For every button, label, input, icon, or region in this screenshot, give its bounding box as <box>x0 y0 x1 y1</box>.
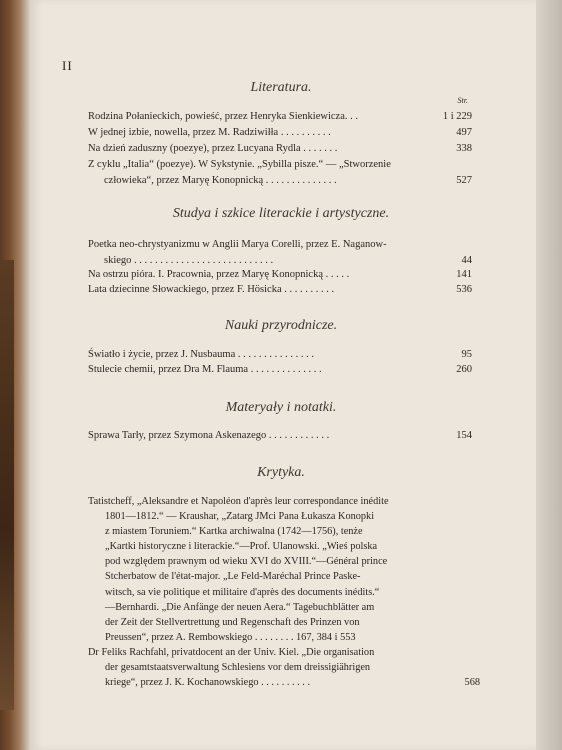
entry-page: 536 <box>456 284 472 295</box>
krytyka-line: Stcherbatow de l'état-major. „Le Feld-Maréchal Prince Paske- <box>105 571 361 583</box>
krytyka-line: der Zeit der Stellvertrettung und Regenschaft des Prinzen von <box>105 616 360 628</box>
krytyka-line: —Bernhardi. „Die Anfänge der neuen Aera.“ Tagebuchblätter am <box>105 601 375 613</box>
toc-entry <box>88 158 468 172</box>
krytyka-line: Dr Feliks Rachfahl, privatdocent an der Univ. Kiel. „Die organisation <box>88 646 375 658</box>
toc-entry <box>88 363 472 377</box>
krytyka-line: Preussen“, przez A. Rembowskiego . . . . . . . . 167, 384 i 553 <box>105 631 356 643</box>
entry-page: 338 <box>456 143 472 154</box>
section-heading-nauki: Nauki przyrodnicze. <box>224 318 338 333</box>
entry-page: 568 <box>464 677 480 689</box>
entry-page: 260 <box>456 364 472 375</box>
page-number: II <box>62 58 73 73</box>
entry-page: 141 <box>456 269 472 280</box>
entry-text: Na dzień zaduszny (poezye), przez Lucyana Rydla . . . . . . . <box>88 143 338 154</box>
entry-text: kriege“, przez J. K. Kochanowskiego . . . . . . . . . . <box>105 677 311 689</box>
krytyka-line: z miastem Toruniem.“ Kartka archiwalna (1742—1756), tenże <box>105 526 363 538</box>
entry-text: Sprawa Tarły, przez Szymona Askenazego . . . . . . . . . . . . <box>88 430 330 441</box>
entry-text: Światło i życie, przez J. Nusbauma . . . . . . . . . . . . . . . <box>88 349 314 360</box>
entry-text: Rodzina Połanieckich, powieść, przez Henryka Sienkiewicza. . . <box>88 111 358 122</box>
toc-entry <box>88 126 472 140</box>
entry-page: 44 <box>461 255 472 266</box>
krytyka-line: der gesamtstaatsverwaltung Schlesiens vor dem dreissigiährigen <box>105 662 371 674</box>
entry-text: Lata dziecinne Słowackiego, przez F. Hösicka . . . . . . . . . . <box>88 284 335 295</box>
toc-entry <box>88 174 472 188</box>
toc-entry <box>88 283 472 297</box>
krytyka-line: „Kartki historyczne i literackie.“—Prof. Ulanowski. „Wieś polska <box>105 541 378 553</box>
str-label: Str. <box>457 96 468 105</box>
entry-text: Stulecie chemii, przez Dra M. Flauma . . . . . . . . . . . . . . <box>88 364 322 375</box>
toc-entry <box>88 110 472 124</box>
entry-text: człowieka“, przez Maryę Konopnicką . . . . . . . . . . . . . . <box>104 175 337 186</box>
entry-page: 154 <box>456 430 472 441</box>
section-heading-studya: Studya i szkice literackie i artystyczne. <box>172 206 390 221</box>
section-heading-krytyka: Krytyka. <box>257 465 305 480</box>
toc-entry <box>88 268 472 282</box>
krytyka-line <box>88 675 478 690</box>
entry-page: 497 <box>456 127 472 138</box>
entry-page: 1 i 229 <box>442 111 472 122</box>
entry-text: Z cyklu „Italia“ (poezye). W Sykstynie. „Sybilla pisze.“ — „Stworzenie <box>88 159 391 170</box>
entry-page: 95 <box>461 349 472 360</box>
krytyka-line: witsch, sa vie politique et militaire d'après des documents inédits.“ <box>105 586 380 598</box>
section-heading-materyaly: Materyały i notatki. <box>225 400 337 415</box>
toc-entry <box>88 429 472 443</box>
krytyka-line: 1801—1812.“ — Kraushar, „Zatarg JMci Pana Łukasza Konopki <box>105 511 375 523</box>
toc-entry <box>88 238 468 252</box>
entry-text: skiego . . . . . . . . . . . . . . . . . . . . . . . . . . . <box>104 255 274 266</box>
entry-text: Poetka neo-chrystyanizmu w Anglii Marya Corelli, przez E. Naganow- <box>88 239 387 250</box>
section-heading-literatura: Literatura. <box>250 80 312 95</box>
krytyka-line: Tatistcheff, „Aleksandre et Napoléon d'après leur correspondance inédite <box>88 496 389 507</box>
entry-text: W jednej izbie, nowella, przez M. Radziwiłła . . . . . . . . . . <box>88 127 331 138</box>
krytyka-block <box>88 494 478 690</box>
krytyka-line: pod względem prawnym od wieku XVI do XVIII.“—Général prince <box>105 556 388 568</box>
next-page-edge <box>536 0 562 750</box>
entry-page: 527 <box>456 175 472 186</box>
toc-entry <box>88 348 472 362</box>
toc-entry <box>88 254 472 268</box>
toc-entry <box>88 142 472 156</box>
entry-text: Na ostrzu pióra. I. Pracownia, przez Maryę Konopnicką . . . . . <box>88 269 350 280</box>
